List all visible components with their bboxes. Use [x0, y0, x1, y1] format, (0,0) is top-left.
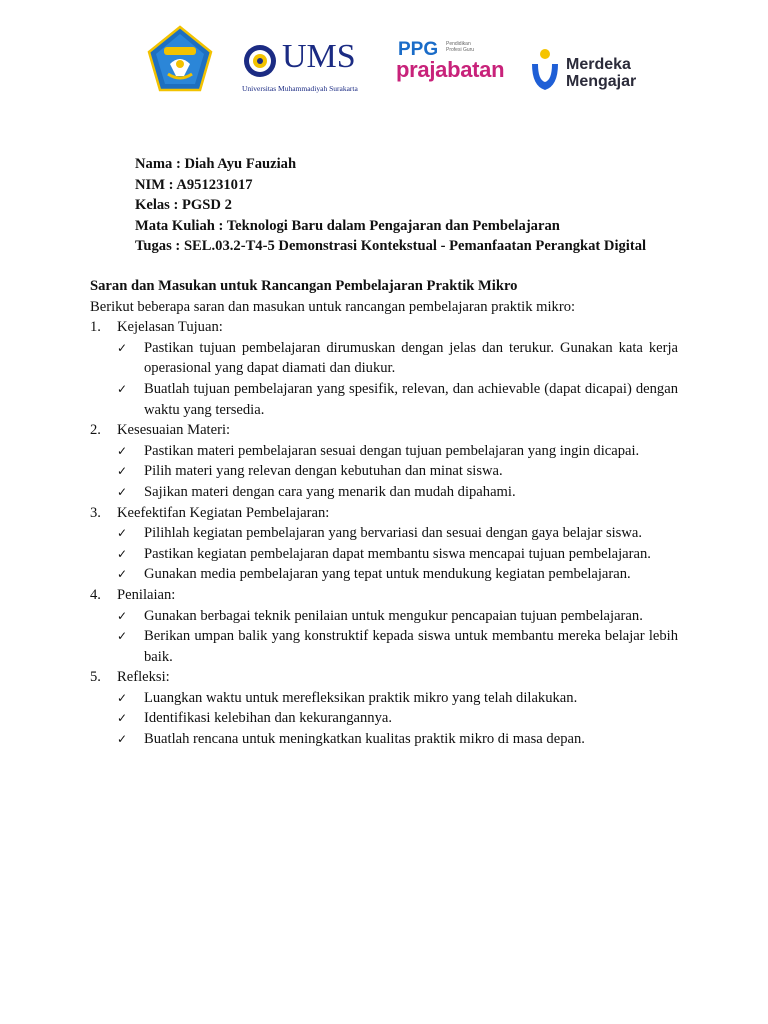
logo-bar	[0, 24, 768, 100]
check-list-text: Pilihlah kegiatan pembelajaran yang bervariasi dan sesuai dengan gaya belajar siswa.	[144, 525, 643, 542]
student-info	[135, 154, 646, 257]
merdeka-text: Merdeka	[566, 56, 631, 73]
point-heading	[90, 420, 678, 441]
check-list-item	[117, 729, 678, 750]
merdeka-mengajar-logo	[528, 44, 648, 100]
check-list-text: Gunakan berbagai teknik penilaian untuk mengukur pencapaian tujuan pembelajaran.	[144, 607, 643, 624]
check-mark-icon: ✓	[117, 381, 128, 396]
check-list-item	[117, 482, 678, 503]
check-list-text: Identifikasi kelebihan dan kekurangannya.	[144, 710, 393, 727]
check-mark-icon: ✓	[117, 732, 128, 747]
ums-subtitle: Universitas Muhammadiyah Surakarta	[242, 84, 358, 93]
check-list	[117, 523, 678, 585]
check-list-text: Berikan umpan balik yang konstruktif kepada siswa untuk membantu mereka belajar lebih baik.	[144, 628, 678, 665]
check-list-text: Sajikan materi dengan cara yang menarik dan mudah dipahami.	[144, 483, 516, 500]
check-list-item	[117, 441, 678, 462]
numbered-point	[90, 585, 678, 667]
point-number: 5.	[90, 669, 101, 686]
check-list-text: Pastikan materi pembelajaran sesuai dengan tujuan pembelajaran yang ingin dicapai.	[144, 442, 640, 459]
check-list-item	[117, 338, 678, 379]
point-label: Refleksi:	[117, 669, 170, 686]
check-list-text: Pastikan tujuan pembelajaran dirumuskan dengan jelas dan terukur. Gunakan kata kerja operasional yang dapat diamati dan diukur.	[144, 339, 678, 377]
mengajar-text: Mengajar	[566, 73, 637, 90]
suggestion-list	[90, 317, 678, 749]
point-heading	[90, 503, 678, 524]
numbered-point	[90, 503, 678, 585]
intro-paragraph: Berikut beberapa saran dan masukan untuk rancangan pembelajaran praktik mikro:	[90, 298, 576, 315]
mata-kuliah-line: Mata Kuliah : Teknologi Baru dalam Pengajaran dan Pembelajaran	[135, 217, 560, 234]
point-heading	[90, 667, 678, 688]
section-title: Saran dan Masukan untuk Rancangan Pembelajaran Praktik Mikro	[90, 278, 518, 294]
check-mark-icon: ✓	[117, 567, 128, 582]
check-mark-icon: ✓	[117, 608, 128, 623]
check-mark-icon: ✓	[117, 340, 128, 355]
numbered-point	[90, 667, 678, 749]
check-mark-icon: ✓	[117, 464, 128, 479]
check-list	[117, 338, 678, 420]
check-list-text: Luangkan waktu untuk merefleksikan praktik mikro yang telah dilakukan.	[144, 689, 578, 706]
check-list-item	[117, 544, 678, 565]
point-number: 4.	[90, 586, 101, 603]
ums-wordmark: UMS	[282, 38, 356, 75]
point-number: 3.	[90, 504, 101, 521]
check-list-text: Gunakan media pembelajaran yang tepat untuk mendukung kegiatan pembelajaran.	[144, 566, 631, 583]
ums-emblem-icon	[242, 42, 278, 80]
merdeka-mengajar-wordmark	[566, 56, 636, 90]
prajabatan-wordmark: prajabatan	[396, 57, 505, 82]
check-list	[117, 688, 678, 750]
nim-line: NIM : A951231017	[135, 176, 253, 193]
check-list-item	[117, 606, 678, 627]
point-heading	[90, 317, 678, 338]
point-label: Kesesuaian Materi:	[117, 422, 231, 439]
point-number: 2.	[90, 422, 101, 439]
check-list	[117, 606, 678, 668]
check-list-item	[117, 564, 678, 585]
check-mark-icon: ✓	[117, 711, 128, 726]
check-list-text: Pilih materi yang relevan dengan kebutuhan dan minat siswa.	[144, 463, 503, 480]
tut-wuri-handayani-logo	[144, 24, 216, 96]
ums-logo	[242, 38, 364, 96]
check-list-item	[117, 461, 678, 482]
ppg-tagline: Pendidikan Profesi Guru	[446, 41, 475, 53]
check-list-item	[117, 626, 678, 667]
point-label: Penilaian:	[117, 586, 176, 603]
check-mark-icon: ✓	[117, 443, 128, 458]
check-list-text: Buatlah rencana untuk meningkatkan kualitas praktik mikro di masa depan.	[144, 731, 585, 748]
check-mark-icon: ✓	[117, 546, 128, 561]
document-body	[90, 276, 678, 750]
check-list-text: Pastikan kegiatan pembelajaran dapat membantu siswa mencapai tujuan pembelajaran.	[144, 545, 651, 562]
merdeka-mengajar-emblem-icon	[528, 48, 562, 94]
ppg-wordmark: PPG	[398, 39, 439, 60]
check-list-item	[117, 688, 678, 709]
check-list-item	[117, 523, 678, 544]
check-mark-icon: ✓	[117, 526, 128, 541]
ppg-prajabatan-logo	[396, 40, 506, 96]
check-mark-icon: ✓	[117, 690, 128, 705]
check-list-item	[117, 708, 678, 729]
nama-line: Nama : Diah Ayu Fauziah	[135, 156, 297, 172]
check-list-item	[117, 379, 678, 420]
check-mark-icon: ✓	[117, 629, 128, 644]
point-label: Kejelasan Tujuan:	[117, 319, 223, 336]
check-mark-icon: ✓	[117, 484, 128, 499]
check-list-text: Buatlah tujuan pembelajaran yang spesifik, relevan, dan achievable (dapat dicapai) dengan waktu yang tersedia.	[144, 380, 678, 418]
numbered-point	[90, 420, 678, 502]
check-list	[117, 441, 678, 503]
point-label: Keefektifan Kegiatan Pembelajaran:	[117, 504, 330, 521]
point-number: 1.	[90, 319, 101, 336]
numbered-point	[90, 317, 678, 420]
tugas-line: Tugas : SEL.03.2-T4-5 Demonstrasi Kontekstual - Pemanfaatan Perangkat Digital	[135, 238, 647, 255]
point-heading	[90, 585, 678, 606]
kelas-line: Kelas : PGSD 2	[135, 197, 232, 214]
